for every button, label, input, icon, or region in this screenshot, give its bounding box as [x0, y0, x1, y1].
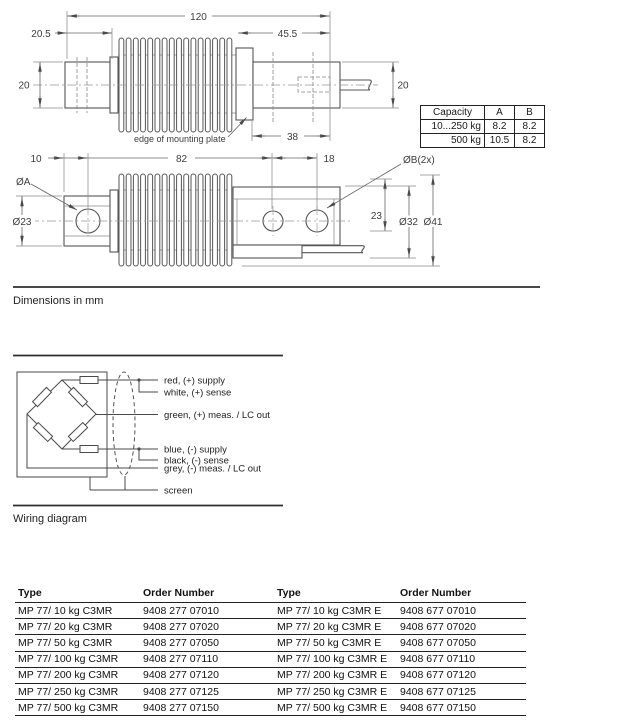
order-row: [15, 635, 526, 651]
type-cell: MP 77/ 10 kg C3MR: [15, 603, 140, 619]
wire-label-white: white, (+) sense: [164, 387, 232, 399]
type-cell: MP 77/ 10 kg C3MR E: [274, 603, 397, 619]
dim-dia32: Ø32: [399, 217, 418, 228]
order-number-cell: 9408 677 07150: [397, 700, 526, 716]
dim-height-left: 20: [18, 80, 30, 92]
order-row: [15, 683, 526, 699]
type-header: Type: [15, 584, 140, 603]
capacity-row: [421, 120, 545, 134]
order-row: [15, 651, 526, 667]
capacity-table: [420, 105, 545, 148]
type-cell: MP 77/ 20 kg C3MR E: [274, 619, 397, 635]
col-a-header: A: [485, 106, 515, 120]
type-cell: MP 77/ 100 kg C3MR E: [274, 651, 397, 667]
mounting-plate-note: edge of mounting plate: [134, 134, 226, 144]
junction-dot: [137, 378, 140, 381]
strain-gauge: [69, 387, 88, 406]
label-dia-a: ØA: [16, 177, 31, 188]
type-cell: MP 77/ 50 kg C3MR E: [274, 635, 397, 651]
type-cell: MP 77/ 500 kg C3MR E: [274, 700, 397, 716]
type-cell: MP 77/ 100 kg C3MR: [15, 651, 140, 667]
order-number-cell: 9408 677 07125: [397, 683, 526, 699]
compensation-resistor: [80, 446, 98, 453]
wire-label-screen: screen: [164, 485, 193, 497]
a-value: 10.5: [485, 134, 515, 148]
wire-label-red: red, (+) supply: [164, 375, 225, 387]
type-header: Type: [274, 584, 397, 603]
bellows-top: [119, 174, 232, 266]
order-number-cell: 9408 677 07110: [397, 651, 526, 667]
dim-23: 23: [370, 211, 382, 222]
compensation-resistor: [80, 377, 98, 384]
wheatstone-bridge: [27, 380, 96, 449]
order-row: [15, 667, 526, 683]
strain-gauge: [33, 423, 52, 442]
load-cell-housing-outline: [17, 372, 107, 477]
capacity-value: 10...250 kg: [421, 120, 485, 134]
type-cell: MP 77/ 200 kg C3MR: [15, 667, 140, 683]
dim-10: 10: [30, 154, 42, 165]
order-number-cell: 9408 677 07120: [397, 667, 526, 683]
b-value: 8.2: [515, 120, 545, 134]
type-cell: MP 77/ 250 kg C3MR E: [274, 683, 397, 699]
order-number-cell: 9408 677 07010: [397, 603, 526, 619]
order-number-header: Order Number: [397, 584, 526, 603]
type-cell: MP 77/ 250 kg C3MR: [15, 683, 140, 699]
order-number-cell: 9408 277 07010: [140, 603, 274, 619]
junction-dot: [137, 447, 140, 450]
col-b-header: B: [515, 106, 545, 120]
cable-shield-ellipse: [113, 372, 135, 475]
dim-bottom-length: 38: [286, 132, 299, 143]
order-number-cell: 9408 277 07120: [140, 667, 274, 683]
strain-gauge: [33, 387, 52, 406]
order-number-cell: 9408 277 07125: [140, 683, 274, 699]
wiring-caption: Wiring diagram: [13, 513, 87, 525]
capacity-value: 500 kg: [421, 134, 485, 148]
order-row: [15, 619, 526, 635]
type-cell: MP 77/ 200 kg C3MR E: [274, 667, 397, 683]
order-number-cell: 9408 277 07110: [140, 651, 274, 667]
wire-label-blue: blue, (-) supply: [164, 444, 227, 456]
wiring-diagram: [17, 372, 270, 497]
dim-right-length: 45.5: [277, 29, 298, 40]
type-cell: MP 77/ 50 kg C3MR: [15, 635, 140, 651]
load-cell-top-view: [9, 152, 446, 266]
order-number-cell: 9408 277 07050: [140, 635, 274, 651]
wire-label-green: green, (+) meas. / LC out: [164, 410, 270, 421]
order-row: [15, 700, 526, 716]
dim-dia23: Ø23: [12, 217, 32, 228]
order-header-row: [15, 584, 526, 603]
dim-82: 82: [175, 154, 188, 165]
dim-18: 18: [323, 154, 335, 165]
capacity-header: Capacity: [421, 106, 485, 120]
type-cell: MP 77/ 500 kg C3MR: [15, 700, 140, 716]
strain-gauge: [68, 423, 87, 442]
order-number-cell: 9408 677 07020: [397, 619, 526, 635]
type-cell: MP 77/ 20 kg C3MR: [15, 619, 140, 635]
order-number-cell: 9408 277 07150: [140, 700, 274, 716]
dim-height-right: 20: [397, 80, 409, 92]
wire-label-black: black, (-) sense: [164, 455, 229, 467]
load-cell-side-view: [18, 10, 409, 144]
order-table-section: [15, 584, 526, 716]
order-number-cell: 9408 277 07020: [140, 619, 274, 635]
wire-label-grey: grey, (-) meas. / LC out: [164, 463, 261, 475]
label-dia-b: ØB(2x): [403, 155, 435, 166]
dim-left-length: 20.5: [31, 29, 51, 40]
dim-overall-length: 120: [190, 12, 207, 23]
order-row: [15, 603, 526, 619]
b-value: 8.2: [515, 134, 545, 148]
capacity-row: [421, 134, 545, 148]
a-value: 8.2: [485, 120, 515, 134]
order-number-header: Order Number: [140, 584, 274, 603]
order-table: [15, 584, 526, 716]
dimensions-caption: Dimensions in mm: [13, 295, 104, 307]
capacity-header-row: [421, 106, 545, 120]
dim-dia41: Ø41: [423, 217, 443, 228]
order-number-cell: 9408 677 07050: [397, 635, 526, 651]
